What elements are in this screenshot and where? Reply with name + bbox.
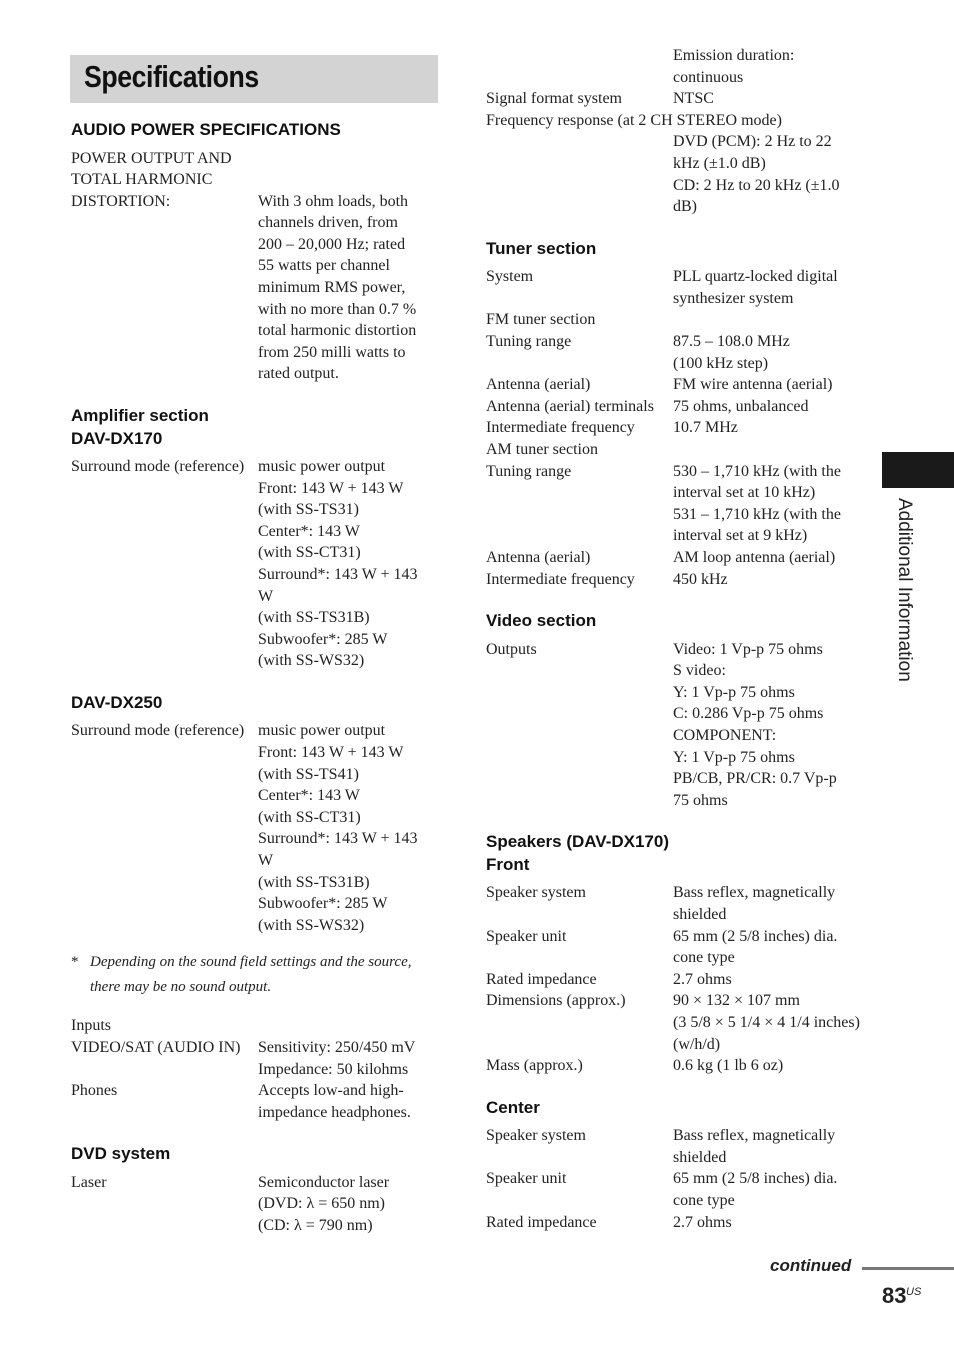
am-range-row	[486, 461, 858, 547]
surround-mode-value: music power output	[258, 458, 386, 476]
antenna-terminals-row	[486, 396, 858, 418]
tuner-heading: Tuner section	[486, 238, 597, 258]
signal-format-label: Signal format system	[486, 90, 622, 108]
fm-antenna-row	[486, 374, 858, 396]
fm-range-values: 87.5 – 108.0 MHz (100 kHz step)	[673, 333, 790, 372]
fm-range-row	[486, 331, 858, 374]
dx250-output-row	[71, 742, 441, 936]
am-antenna-row	[486, 547, 858, 569]
fm-if-label: Intermediate frequency	[486, 419, 635, 437]
left-column	[71, 45, 441, 1237]
center-system-label: Speaker system	[486, 1127, 586, 1145]
front-unit-label: Speaker unit	[486, 927, 567, 945]
am-if-row	[486, 569, 858, 591]
fm-antenna-value: FM wire antenna (aerial)	[673, 376, 833, 394]
audio-power-heading: AUDIO POWER SPECIFICATIONS	[71, 120, 341, 139]
center-impedance-value: 2.7 ohms	[673, 1213, 732, 1231]
footnote-mark: *	[71, 954, 79, 971]
am-range-label: Tuning range	[486, 462, 572, 480]
surround-mode-row	[71, 456, 441, 478]
front-mass-label: Mass (approx.)	[486, 1057, 583, 1075]
continued-rule	[862, 1267, 954, 1270]
dx170-output-row	[71, 478, 441, 672]
center-unit-label: Speaker unit	[486, 1170, 567, 1188]
surround-mode-label: Surround mode (reference)	[71, 458, 245, 476]
front-dimensions-label: Dimensions (approx.)	[486, 992, 626, 1010]
outputs-row	[486, 639, 858, 812]
side-section-label: Additional Information	[894, 498, 915, 682]
emission-values: Emission duration: continuous	[673, 47, 795, 86]
front-system-values: Bass reflex, magnetically shielded	[673, 884, 836, 923]
outputs-values: Video: 1 Vp-p 75 ohms S video: Y: 1 Vp-p 75 ohms C: 0.286 Vp-p 75 ohms COMPONENT: Y: 1 Vp-p 75 ohms PB/CB, PR/CR: 0.7 Vp-p 75 ohms	[673, 640, 837, 809]
am-if-label: Intermediate frequency	[486, 570, 635, 588]
front-dimensions-row	[486, 990, 858, 1055]
antenna-terminals-value: 75 ohms, unbalanced	[673, 397, 809, 415]
center-impedance-row	[486, 1212, 858, 1234]
center-unit-row	[486, 1168, 858, 1211]
am-range-values: 530 – 1,710 kHz (with the interval set at 10 kHz) 531 – 1,710 kHz (with the interval set at 9 kHz)	[673, 462, 841, 545]
signal-format-value: NTSC	[673, 90, 714, 108]
front-system-row	[486, 882, 858, 925]
right-column	[486, 45, 858, 1233]
dx250-output-values: Front: 143 W + 143 W (with SS-TS41) Center*: 143 W (with SS-CT31) Surround*: 143 W + 143 W (with SS-TS31B) Subwoofer*: 285 W (with SS-WS32)	[258, 744, 418, 934]
fm-if-row	[486, 417, 858, 439]
page-title: Specifications	[84, 59, 259, 94]
inputs-label: Inputs	[71, 1017, 111, 1035]
front-unit-values: 65 mm (2 5/8 inches) dia. cone type	[673, 927, 838, 967]
video-sat-values: Sensitivity: 250/450 mV Impedance: 50 kilohms	[258, 1039, 416, 1078]
front-impedance-label: Rated impedance	[486, 970, 597, 988]
front-system-label: Speaker system	[486, 884, 586, 902]
am-if-value: 450 kHz	[673, 570, 728, 588]
center-impedance-label: Rated impedance	[486, 1213, 597, 1231]
dx250-mode-label: Surround mode (reference)	[71, 722, 245, 740]
speakers-heading: Speakers (DAV-DX170)	[486, 832, 669, 852]
power-output-value: With 3 ohm loads, both channels driven, from 200 – 20,000 Hz; rated 55 watts per channel minimum RMS power, with no more than 0.7 % total harmonic distortion from 250 milli watts to rated output.	[258, 192, 417, 383]
video-sat-row	[71, 1037, 441, 1080]
laser-values: Semiconductor laser (DVD: λ = 650 nm) (CD: λ = 790 nm)	[258, 1173, 390, 1235]
dx250-mode-row	[71, 720, 441, 742]
fm-if-value: 10.7 MHz	[673, 419, 738, 437]
tuner-system-row	[486, 266, 858, 309]
dav-dx170-heading: DAV-DX170	[71, 428, 163, 448]
amplifier-heading: Amplifier section	[71, 406, 209, 426]
video-sat-label: VIDEO/SAT (AUDIO IN)	[71, 1039, 241, 1056]
front-dimensions-values: 90 × 132 × 107 mm (3 5/8 × 5 1/4 × 4 1/4 inches) (w/h/d)	[673, 992, 860, 1053]
power-output-label: POWER OUTPUT AND TOTAL HARMONIC DISTORTION:	[71, 149, 232, 210]
frequency-response-row	[486, 131, 858, 217]
dav-dx250-heading: DAV-DX250	[71, 692, 163, 712]
laser-row	[71, 1172, 441, 1237]
phones-values: Accepts low-and high- impedance headphones.	[258, 1082, 411, 1121]
side-tab-marker	[882, 452, 954, 488]
frequency-response-label: Frequency response (at 2 CH STEREO mode)	[486, 111, 782, 129]
phones-label: Phones	[71, 1082, 118, 1100]
footnote-text: Depending on the sound field settings and the source, there may be no sound output.	[90, 954, 412, 996]
dx170-output-values: Front: 143 W + 143 W (with SS-TS31) Center*: 143 W (with SS-CT31) Surround*: 143 W + 143 W (with SS-TS31B) Subwoofer*: 285 W (with SS-WS32)	[258, 479, 418, 670]
fm-tuner-label: FM tuner section	[486, 311, 596, 329]
front-unit-row	[486, 926, 858, 969]
outputs-label: Outputs	[486, 640, 537, 658]
tuner-system-values: PLL quartz-locked digital synthesizer system	[673, 268, 838, 307]
page-number-suffix: US	[906, 1286, 922, 1298]
frequency-response-values: DVD (PCM): 2 Hz to 22 kHz (±1.0 dB) CD: 2 Hz to 20 kHz (±1.0 dB)	[673, 133, 840, 216]
am-antenna-label: Antenna (aerial)	[486, 548, 591, 566]
am-antenna-value: AM loop antenna (aerial)	[673, 548, 836, 566]
fm-range-label: Tuning range	[486, 333, 572, 351]
footnote	[71, 950, 441, 1000]
power-output-row	[71, 148, 441, 386]
page-number: 83	[882, 1283, 907, 1308]
continued-label: continued	[770, 1256, 852, 1275]
front-heading: Front	[486, 854, 530, 874]
am-tuner-label: AM tuner section	[486, 441, 598, 458]
front-mass-row	[486, 1055, 858, 1077]
front-mass-value: 0.6 kg (1 lb 6 oz)	[673, 1057, 784, 1075]
center-heading: Center	[486, 1097, 540, 1117]
front-impedance-row	[486, 969, 858, 991]
fm-antenna-label: Antenna (aerial)	[486, 376, 591, 394]
tuner-system-label: System	[486, 268, 534, 286]
dvd-system-heading: DVD system	[71, 1144, 171, 1164]
center-unit-values: 65 mm (2 5/8 inches) dia. cone type	[673, 1170, 838, 1210]
phones-row	[71, 1080, 441, 1123]
center-system-row	[486, 1125, 858, 1168]
emission-row	[486, 45, 858, 88]
video-heading: Video section	[486, 611, 597, 631]
laser-label: Laser	[71, 1173, 107, 1191]
signal-format-row	[486, 88, 858, 110]
dx250-mode-value: music power output	[258, 722, 386, 740]
antenna-terminals-label: Antenna (aerial) terminals	[486, 397, 654, 415]
center-system-values: Bass reflex, magnetically shielded	[673, 1127, 836, 1166]
front-impedance-value: 2.7 ohms	[673, 970, 732, 988]
